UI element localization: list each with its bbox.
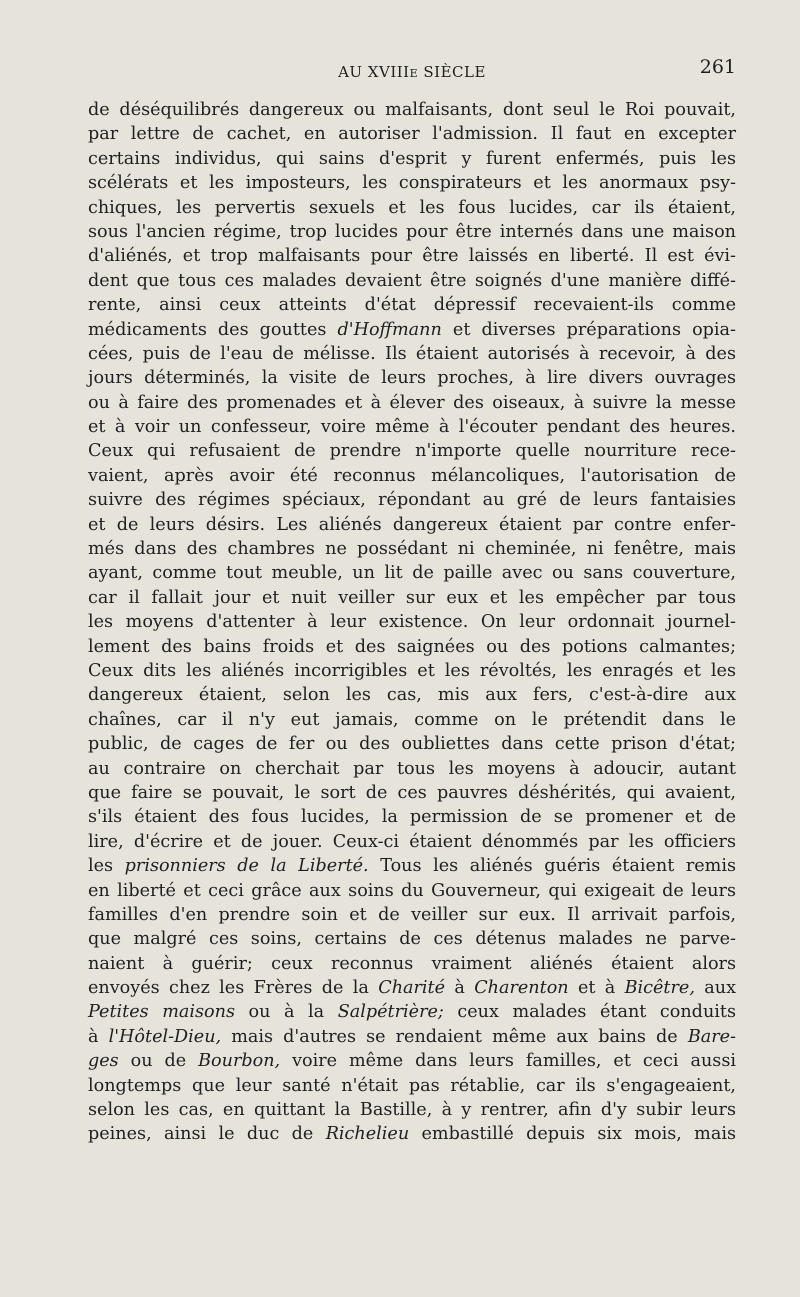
text-line [88, 903, 736, 927]
text-run: ou à faire des promenades et à élever des oiseaux, à suivre la messe [88, 392, 736, 413]
text-run: longtemps que leur santé n'était pas rétablie, car ils s'engageaient, [88, 1075, 736, 1096]
running-head: AU XVIIIe SIÈCLE [338, 63, 486, 81]
text-line [88, 342, 736, 366]
text-run: chaînes, car il n'y eut jamais, comme on le prétendit dans le [88, 709, 736, 730]
text-run: dangereux étaient, selon les cas, mis aux fers, c'est-à-dire aux [88, 685, 736, 706]
text-run: que malgré ces soins, certains de ces détenus malades ne parve- [88, 929, 736, 950]
text-line [88, 1049, 736, 1073]
text-run: embastillé depuis six mois, mais [409, 1124, 736, 1145]
text-run: certains individus, qui sains d'esprit y furent enfermés, puis les [88, 148, 736, 169]
text-line [88, 147, 736, 171]
italic-text: d'Hoffmann [337, 319, 442, 340]
text-line [88, 976, 736, 1000]
text-line [88, 488, 736, 512]
text-line [88, 757, 736, 781]
text-run: suivre des régimes spéciaux, répondant au gré de leurs fantaisies [88, 490, 736, 511]
text-line [88, 952, 736, 976]
text-run: cées, puis de l'eau de mélisse. Ils étaient autorisés à recevoir, à des [88, 343, 736, 364]
text-run: et de leurs désirs. Les aliénés dangereux étaient par contre enfer- [88, 514, 736, 535]
text-line [88, 708, 736, 732]
text-line [88, 537, 736, 561]
italic-text: prisonniers de la Liberté. [124, 856, 369, 877]
text-run: à [445, 978, 475, 999]
italic-text: Charité [378, 978, 446, 999]
italic-text: ges [88, 1051, 119, 1072]
text-run: et à [568, 978, 625, 999]
text-line [88, 464, 736, 488]
text-line [88, 439, 736, 463]
text-line [88, 269, 736, 293]
text-run: à [88, 1026, 109, 1047]
text-run: par lettre de cachet, en autoriser l'admission. Il faut en excepter [88, 124, 736, 145]
text-run: d'aliénés, et trop malfaisants pour être laissés en liberté. Il est évi- [88, 246, 736, 267]
italic-text: Bare- [687, 1026, 736, 1047]
text-run: et diverses préparations opia- [441, 319, 736, 340]
text-line [88, 805, 736, 829]
text-run: médicaments des gouttes [88, 319, 338, 340]
text-run: peines, ainsi le duc de [88, 1124, 326, 1145]
text-run: dent que tous ces malades devaient être soignés d'une manière diffé- [88, 270, 736, 291]
text-run: car il fallait jour et nuit veiller sur eux et les empêcher par tous [88, 587, 736, 608]
text-run: aux [694, 978, 736, 999]
italic-text: Charenton [474, 978, 569, 999]
text-run: mais d'autres se rendaient même aux bains de [221, 1026, 688, 1047]
text-line [88, 659, 736, 683]
text-run: ayant, comme tout meuble, un lit de paille avec ou sans couverture, [88, 563, 736, 584]
text-run: public, de cages de fer ou des oubliettes dans cette prison d'état; [88, 734, 736, 755]
text-run: naient à guérir; ceux reconnus vraiment aliénés étaient alors [88, 953, 736, 974]
text-run: més dans des chambres ne possédant ni cheminée, ni fenêtre, mais [88, 539, 736, 560]
text-run: selon les cas, en quittant la Bastille, à y rentrer, afin d'y subir leurs [88, 1100, 736, 1121]
text-run: Ceux qui refusaient de prendre n'importe quelle nourriture rece- [88, 441, 736, 462]
text-run: jours déterminés, la visite de leurs proches, à lire divers ouvrages [88, 368, 736, 389]
text-line [88, 927, 736, 951]
text-line [88, 98, 736, 122]
text-run: s'ils étaient des fous lucides, la permission de se promener et de [88, 807, 736, 828]
italic-text: Bourbon, [198, 1051, 281, 1072]
text-run: de déséquilibrés dangereux ou malfaisants, dont seul le Roi pouvait, [88, 100, 736, 120]
italic-text: Salpétrière; [337, 1002, 444, 1023]
text-run: ou de [118, 1051, 199, 1072]
text-line [88, 586, 736, 610]
text-run: et à voir un confesseur, voire même à l'écouter pendant des heures. [88, 417, 736, 438]
text-line [88, 1074, 736, 1098]
italic-text: Petites maisons [88, 1002, 235, 1023]
text-run: que faire se pouvait, le sort de ces pauvres déshérités, qui avaient, [88, 782, 736, 803]
text-line [88, 1098, 736, 1122]
text-run: voire même dans leurs familles, et ceci aussi [280, 1051, 736, 1072]
text-line [88, 1025, 736, 1049]
text-line [88, 415, 736, 439]
text-line [88, 513, 736, 537]
text-run: lire, d'écrire et de jouer. Ceux-ci étaient dénommés par les officiers [88, 831, 736, 852]
text-run: rente, ainsi ceux atteints d'état dépressif recevaient-ils comme [88, 295, 736, 316]
text-line [88, 171, 736, 195]
text-run: scélérats et les imposteurs, les conspirateurs et les anormaux psy- [88, 173, 736, 194]
text-line [88, 561, 736, 585]
text-run: familles d'en prendre soin et de veiller sur eux. Il arrivait parfois, [88, 904, 736, 925]
text-line [88, 732, 736, 756]
italic-text: Richelieu [325, 1124, 410, 1145]
italic-text: l'Hôtel-Dieu, [108, 1026, 222, 1047]
text-line [88, 391, 736, 415]
text-line [88, 220, 736, 244]
text-line [88, 854, 736, 878]
text-run: vaient, après avoir été reconnus mélancoliques, l'autorisation de [88, 465, 736, 486]
text-run: Ceux dits les aliénés incorrigibles et les révoltés, les enragés et les [88, 660, 736, 681]
text-run: les [88, 856, 125, 877]
text-line [88, 1000, 736, 1024]
text-line [88, 635, 736, 659]
text-line [88, 879, 736, 903]
italic-text: Bicêtre, [624, 978, 695, 999]
text-run: sous l'ancien régime, trop lucides pour être internés dans une maison [88, 221, 736, 242]
text-run: ceux malades étant conduits [443, 1002, 736, 1023]
page-header [88, 56, 736, 86]
body-text [88, 98, 736, 1147]
text-run: envoyés chez les Frères de la [88, 978, 379, 999]
text-line [88, 244, 736, 268]
text-line [88, 196, 736, 220]
text-line [88, 830, 736, 854]
page-number: 261 [699, 56, 736, 78]
text-run: les moyens d'attenter à leur existence. On leur ordonnait journel- [88, 612, 736, 633]
text-line [88, 293, 736, 317]
text-run: ou à la [235, 1002, 338, 1023]
text-line [88, 781, 736, 805]
text-line [88, 318, 736, 342]
text-run: chiques, les pervertis sexuels et les fous lucides, car ils étaient, [88, 197, 736, 218]
text-run: Tous les aliénés guéris étaient remis [368, 856, 736, 877]
text-line [88, 1122, 736, 1146]
text-line [88, 366, 736, 390]
text-line [88, 610, 736, 634]
text-line [88, 122, 736, 146]
text-line [88, 683, 736, 707]
text-run: au contraire on cherchait par tous les moyens à adoucir, autant [88, 758, 736, 779]
text-run: en liberté et ceci grâce aux soins du Gouverneur, qui exigeait de leurs [88, 880, 736, 901]
text-run: lement des bains froids et des saignées ou des potions calmantes; [88, 636, 736, 657]
